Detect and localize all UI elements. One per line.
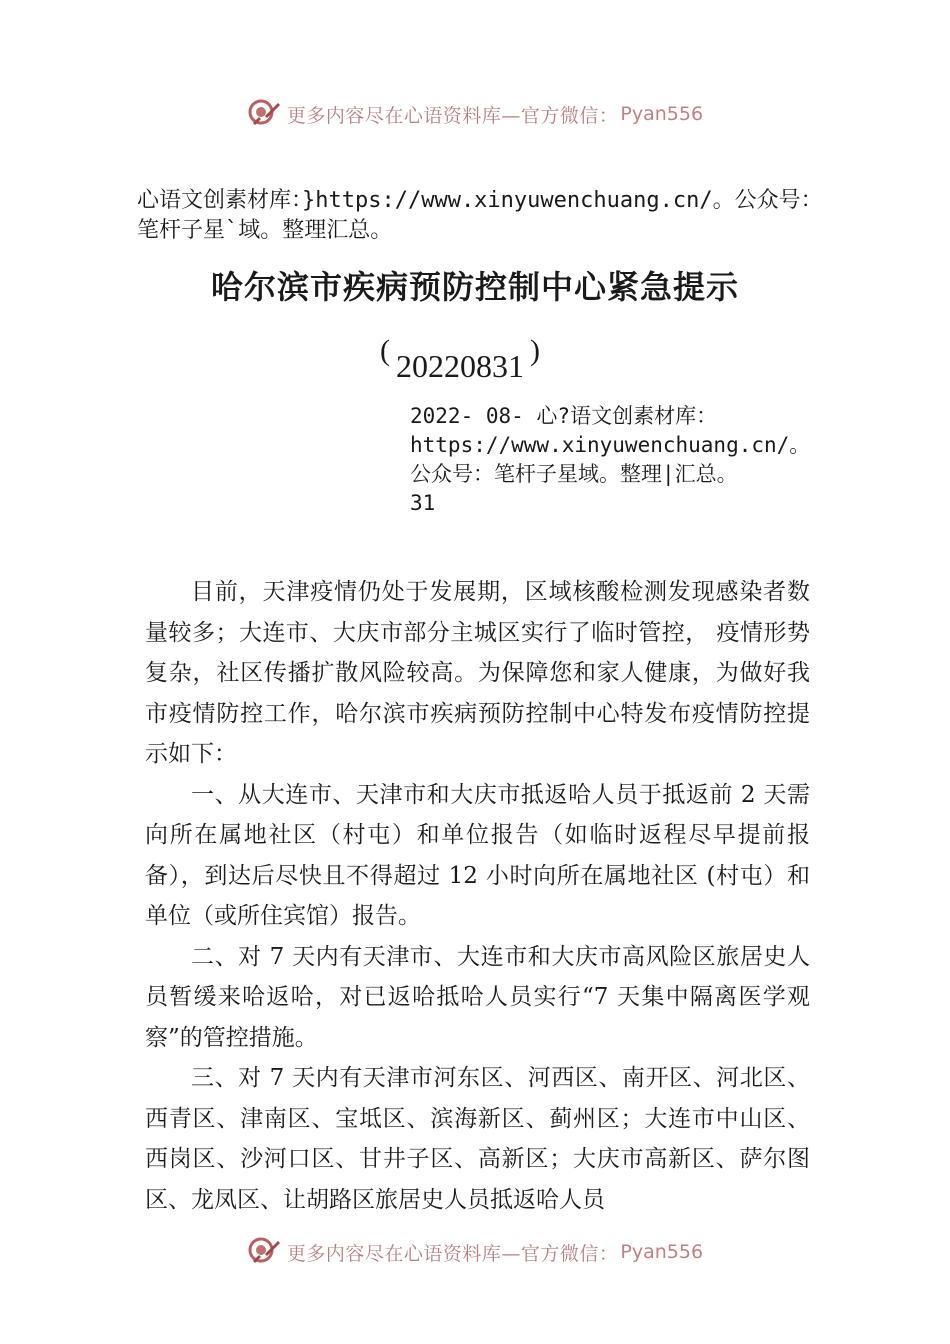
date-value: 20220831 <box>396 348 524 384</box>
date-close-paren: ) <box>530 334 540 367</box>
watermark-wechat-id: Pyan556 <box>620 103 704 125</box>
meta-line: 31 <box>410 491 436 515</box>
pen-nib-icon <box>247 95 281 134</box>
footer-watermark <box>0 1232 950 1272</box>
paragraph-item-1: 一、从大连市、天津市和大庆市抵返哈人员于抵返前 2 天需向所在属地社区（村屯）和单位报告（如临时返程尽早提前报备），到达后尽快且不得超过 12 小时向所在属地社区 (村屯）和单位（或所住宾馆）报告。 <box>145 781 810 929</box>
watermark-wechat-id: Pyan556 <box>620 1241 704 1263</box>
watermark-text: 更多内容尽在心语资料库—官方微信： <box>286 1242 619 1265</box>
meta-block <box>410 402 830 518</box>
header-watermark <box>0 94 950 134</box>
body-text <box>145 572 810 1220</box>
source-line: 心语文创素材库：}https://www.xinyuwenchuang.cn/。公众号：笔杆子星`域。整理汇总。 <box>137 188 823 243</box>
paragraph-intro: 目前，天津疫情仍处于发展期，区域核酸检测发现感染者数量较多；大连市、大庆市部分主城区实行了临时管控， 疫情形势复杂，社区传播扩散风险较高。为保障您和家人健康，为做好我市疫情防控工作，哈尔滨市疾病预防控制中心特发布疫情防控提示如下： <box>145 579 810 767</box>
meta-line: https://www.xinyuwenchuang.cn/。 <box>410 433 811 457</box>
meta-line: 2022- 08- 心?语文创素材库： <box>410 404 718 428</box>
paragraph-item-3: 三、对 7 天内有天津市河东区、河西区、南开区、河北区、西青区、津南区、宝坻区、滨海新区、蓟州区；大连市中山区、西岗区、沙河口区、甘井子区、高新区；大庆市高新区、萨尔图区、龙凤区、让胡路区旅居史人员抵返哈人员 <box>145 1065 810 1213</box>
document-date <box>380 336 540 385</box>
watermark-text: 更多内容尽在心语资料库—官方微信： <box>286 104 619 127</box>
pen-nib-icon <box>247 1233 281 1272</box>
meta-line: 公众号：笔杆子星域。整理|汇总。 <box>410 462 738 486</box>
paragraph-item-2: 二、对 7 天内有天津市、大连市和大庆市高风险区旅居史人员暂缓来哈返哈，对已返哈抵哈人员实行“7 天集中隔离医学观察”的管控措施。 <box>145 943 810 1051</box>
page-title: 哈尔滨市疾病预防控制中心紧急提示 <box>210 268 739 306</box>
date-open-paren: ( <box>380 334 390 367</box>
